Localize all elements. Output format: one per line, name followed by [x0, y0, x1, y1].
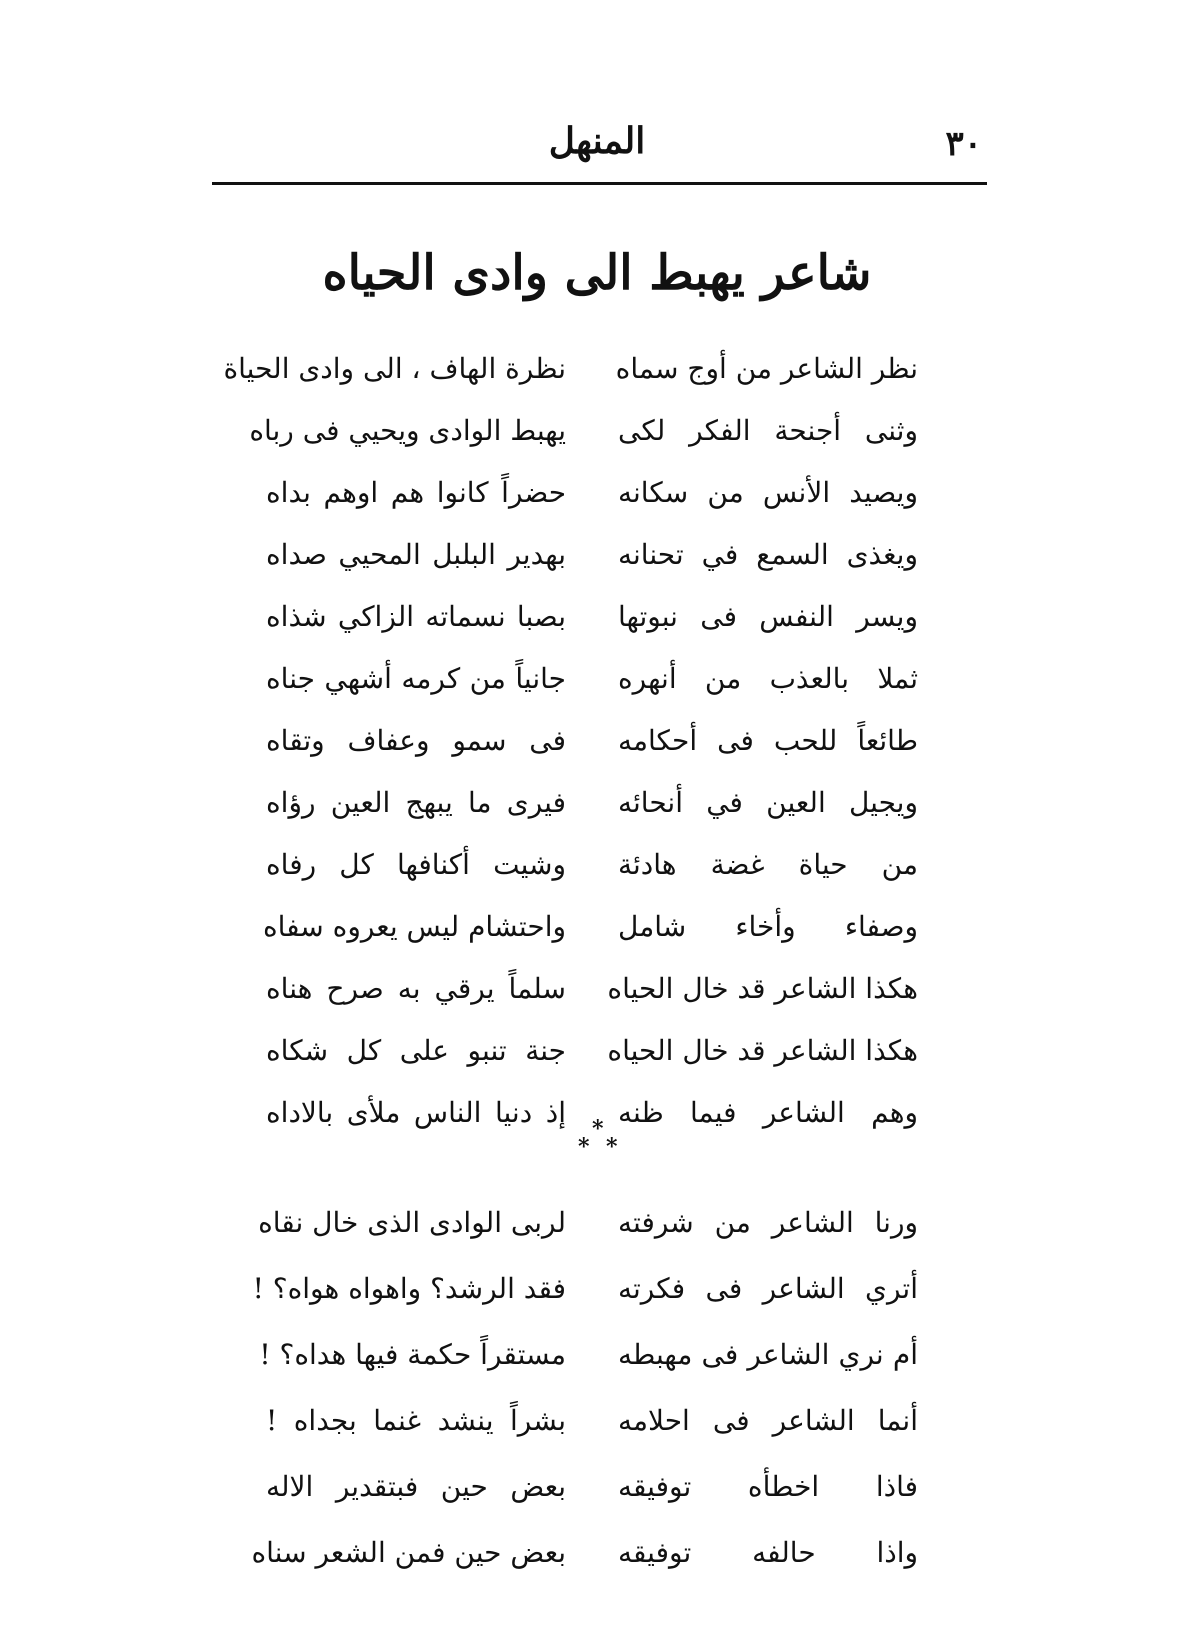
- verse: [266, 772, 918, 834]
- verse-second-hemistich: يهبط الوادى ويحيي فى رباه: [249, 414, 566, 447]
- journal-name: المنهل: [548, 120, 646, 162]
- verse: [266, 1454, 918, 1520]
- verse-first-hemistich: من حياة غضة هادئة: [618, 848, 918, 881]
- verse-second-hemistich: بهدير البلبل المحيي صداه: [266, 538, 566, 571]
- verse: [266, 648, 918, 710]
- verse: [223, 338, 918, 400]
- running-head: [212, 120, 982, 180]
- verse-first-hemistich: واذا حالفه توفيقه: [618, 1536, 918, 1569]
- verse-second-hemistich: لربى الوادى الذى خال نقاه: [258, 1206, 566, 1239]
- verse: [266, 834, 918, 896]
- poem-title: شاعر يهبط الى وادى الحياه: [322, 245, 872, 301]
- verse-second-hemistich: وشيت أكنافها كل رفاه: [266, 848, 566, 881]
- verse-first-hemistich: ويسر النفس فى نبوتها: [618, 600, 918, 633]
- verse-first-hemistich: وهم الشاعر فيما ظنه: [618, 1096, 918, 1129]
- verse-first-hemistich: نظر الشاعر من أوج سماه: [615, 352, 918, 385]
- verse-second-hemistich: سلماً يرقي به صرح هناه: [266, 972, 566, 1005]
- separator-star: *: [592, 1116, 604, 1142]
- verse-second-hemistich: بعض حين فبتقدير الاله: [266, 1470, 566, 1503]
- separator-star: *: [578, 1134, 590, 1160]
- verse-first-hemistich: فاذا اخطأه توفيقه: [618, 1470, 918, 1503]
- verse-second-hemistich: إذ دنيا الناس ملأى بالاداه: [266, 1096, 566, 1129]
- verse: [266, 958, 918, 1020]
- stanza-1: [223, 338, 918, 1144]
- verse-second-hemistich: مستقراً حكمة فيها هداه؟ !: [259, 1338, 566, 1371]
- verse-first-hemistich: ثملا بالعذب من أنهره: [618, 662, 918, 695]
- verse-second-hemistich: بشراً ينشد غنما بجداه !: [266, 1404, 566, 1437]
- verse: [266, 524, 918, 586]
- verse-first-hemistich: وصفاء وأخاء شامل: [618, 910, 918, 943]
- verse-first-hemistich: طائعاً للحب فى أحكامه: [618, 724, 918, 757]
- verse-second-hemistich: فى سمو وعفاف وتقاه: [266, 724, 566, 757]
- verse-second-hemistich: بصبا نسماته الزاكي شذاه: [266, 600, 566, 633]
- verse-first-hemistich: ويجيل العين في أنحائه: [618, 786, 918, 819]
- verse: [251, 1520, 918, 1586]
- verse: [259, 1322, 918, 1388]
- verse-second-hemistich: حضراً كانوا هم اوهم بداه: [266, 476, 566, 509]
- verse-first-hemistich: وثنى أجنحة الفكر لكى: [618, 414, 918, 447]
- verse-first-hemistich: ويغذى السمع في تحنانه: [618, 538, 918, 571]
- verse-first-hemistich: أنما الشاعر فى احلامه: [618, 1404, 918, 1437]
- verse: [262, 896, 918, 958]
- stanza-2: [251, 1190, 918, 1586]
- verse-first-hemistich: هكذا الشاعر قد خال الحياه: [607, 972, 918, 1005]
- verse: [266, 710, 918, 772]
- verse-second-hemistich: نظرة الهاف ، الى وادى الحياة: [223, 352, 566, 385]
- verse-second-hemistich: واحتشام ليس يعروه سفاه: [262, 910, 566, 943]
- separator-star: *: [606, 1134, 618, 1160]
- verse-first-hemistich: أم نري الشاعر فى مهبطه: [618, 1338, 918, 1371]
- verse-second-hemistich: فيرى ما يبهج العين رؤاه: [266, 786, 566, 819]
- verse-second-hemistich: جانياً من كرمه أشهي جناه: [266, 662, 566, 695]
- verse-second-hemistich: بعض حين فمن الشعر سناه: [251, 1536, 566, 1569]
- verse: [266, 462, 918, 524]
- verse-second-hemistich: جنة تنبو على كل شكاه: [266, 1034, 566, 1067]
- verse: [249, 400, 918, 462]
- verse: [258, 1190, 918, 1256]
- verse-first-hemistich: هكذا الشاعر قد خال الحياه: [607, 1034, 918, 1067]
- verse-second-hemistich: فقد الرشد؟ واهواه هواه؟ !: [252, 1272, 566, 1305]
- verse-first-hemistich: ويصيد الأنس من سكانه: [618, 476, 918, 509]
- verse: [252, 1256, 918, 1322]
- stanza-separator: [560, 1118, 640, 1168]
- verse: [266, 1020, 918, 1082]
- header-rule: [212, 182, 987, 185]
- verse-first-hemistich: ورنا الشاعر من شرفته: [618, 1206, 918, 1239]
- verse: [266, 1388, 918, 1454]
- verse: [266, 586, 918, 648]
- page-number: ٣٠: [945, 124, 982, 164]
- verse-first-hemistich: أتري الشاعر فى فكرته: [618, 1272, 918, 1305]
